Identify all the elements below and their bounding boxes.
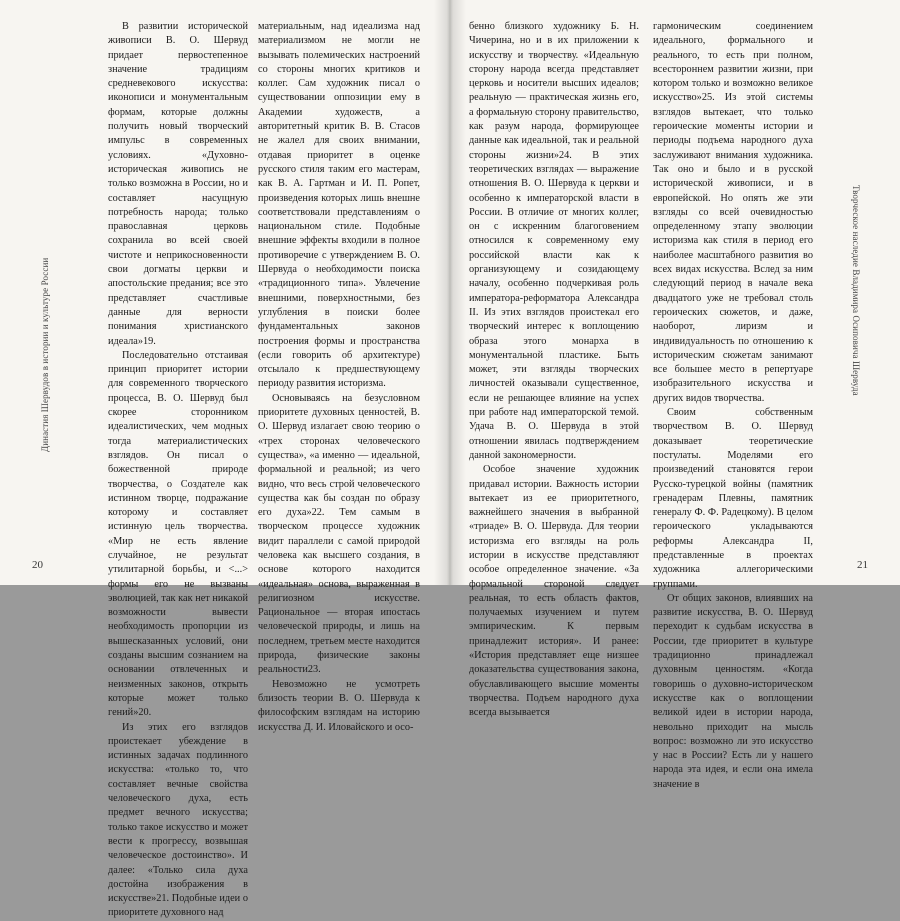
paragraph: Последовательно отстаивая принцип приоритет истории для современного творческого процесса, В. О. Шервуд был скорее сторонником идеалистических, чем модных тогда материалистических взглядов. Он писал о божественной природе творчества, о Создателе как истинном творце, подражание которому и составляет истинную цель творчества. «Мир не есть явление случайное, не результат утилитарной борьбы, и <...> формы его не вызваны эволюцией, так как нет никакой возможности вывести необходимость пропорции из вышесказанных условий, они созданы высшим сознанием на основании отвлеченных и неизменных законов, открыть которые может только гений»20. (108, 349, 248, 719)
right-column-1 (469, 20, 639, 719)
running-head-left: Династия Шервудов в истории и культуре России (40, 257, 50, 452)
page-number-right: 21 (857, 559, 868, 571)
paragraph: Своим собственным творчеством В. О. Шервуд доказывает теоретические постулаты. Моделями его произведений становятся герои Русско-турецкой войны (памятник гренадерам Плевны, памятник генералу Ф. Ф. Радецкому). В целом героического укладываются реформы Александра II, представленные в проектах художника аллегорическими группами. (653, 407, 813, 590)
page-number-left: 20 (32, 559, 43, 571)
paragraph: От общих законов, влиявших на развитие искусства, В. О. Шервуд переходит к судьбам искусства в России, где приоритет в культуре традиционно принадлежал духовным ценностям. «Когда говоришь о духовно-историческом искусстве как о воплощении великой идеи в истории народа, невольно приходит на мысль вопрос: возможно ли это искусство у нас в России? Есть ли у нашего народа эта идея, и если она имела значение в (653, 592, 813, 790)
left-column-2 (258, 20, 420, 733)
paragraph: Невозможно не усмотреть близость теории В. О. Шервуда к философским взглядам на историю искусства Д. И. Иловайского и осо- (258, 678, 420, 733)
paragraph: Особое значение художник придавал истории. Важность истории вытекает из ее приоритетного, важнейшего значения в выбранной «триаде» В. О. Шервуда. Для теории историзма его взгляды на роль истории в искусстве представляют особое определенное значение. «За формальной стороной следует реальная, то есть область фактов, получаемых изучением и путем эмпирическим. К первым принадлежит история». И ранее: «История представляет еще низшее доказательства существования закона, обуславливающего высшие моменты творчества. Подъем народного духа всегда вызывается (469, 464, 639, 719)
paragraph: гармоническим соединением идеального, формального и реального, то есть при полном, всестороннем развитии жизни, при котором только и возможно великое искусство»25. Из этой системы взглядов вытекает, что только героические моменты истории и периоды подъема народного духа заслуживают внимания художника. Так оно и было и в русской исторической живописи, и в европейской. Но опять же эти взгляды со всей очевидностью определенному этапу эволюции историзма как стиля в период его наиболее масштабного развития во всех видах искусства. Вслед за ним следующий период в начале века двадцатого уже не требовал столь героических сюжетов, и даже, наоборот, лиризм и индивидуальность по отношению к историческим сюжетам занимают все большее место в репертуаре изобразительного искусства и других видов творчества. (653, 21, 813, 404)
right-column-2 (653, 20, 813, 790)
paragraph: Из этих его взглядов проистекает убеждение в истинных задачах подлинного искусства: «только то, что составляет вечные свойства человеческого духа, есть предмет вечного искусства; только такое искусство и может вести к прогрессу, возвышая человеческое достоинство». И далее: «Только сила духа достойна изображения в искусстве»21. Подобные идеи о приоритете духовного над (108, 721, 248, 919)
paragraph: материальным, над идеализма над материализмом не могли не вызывать полемических настроений со стороны многих критиков и коллег. Сам художник писал о существовании оппозиции ему в Академии художеств, а авторитетный критик В. В. Стасов не жалел для своих внимании, отдавая приоритет в оценке русского стиля таким его мастерам, как В. А. Гартман и И. П. Ропет, произведения которых лишь внешне соответствовали представлениям о национальном стиле. Подобные внешние эффекты входили в полное противоречие с утверждением В. О. Шервуда о необходимости поиска «традиционного типа». Увлечение внешними, поверхностными, без углубления в поиски более фундаментальных законов построения формы и пространства (если говорить об архитектуре) отсылало к предшествующему периоду развития историзма. (258, 21, 420, 390)
left-page (0, 0, 449, 919)
paragraph: Основываясь на безусловном приоритете духовных ценностей, В. О. Шервуд излагает свою теорию о «трех сторонах человеческого существа», «а именно — идеальной, формальной и реальной; из чего видно, что весь строй человеческого существа как бы создан по образу его духа»22. Тем самым в творческом процессе художник видит параллели с самой природой человека как высшего создания, в основе которого находится «идеальная» основа, выраженная в религиозном искусстве. Рациональное — вторая ипостась человеческой природы, и лишь на последнем, третьем месте находится природа, физические законы реальности23. (258, 392, 420, 676)
paragraph: бенно близкого художнику Б. Н. Чичерина, но и в их приложении к искусству и творчеству. «Идеальную сторону народа всегда представляет церковь и носители высших идеалов; реальную — практическая жизнь его, а формальную сторону правительство, как разум народа, формирующее данные как идеальной, так и реальной стороны жизни»24. В этих теоретических взглядах — выражение отношения В. О. Шервуда к церкви и особенно к императорской власти в России. В отличие от многих коллег, он с искренним благоговением относился к современному ему российской власти как к организующему и созидающему началу, особенно подчеркивая роль императора-реформатора Александра II. Из этих взглядов проистекал его творческий интерес к воплощению образа этого монарха в монументальной пластике. Быть может, эти взгляды творческих личностей оказывали существенное, если не решающее влияние на успех при работе над императорской темой. Удача В. О. Шервуда в этой отношении явилась подтверждением данной закономерности. (469, 21, 639, 461)
paragraph: В развитии исторической живописи В. О. Шервуд придает первостепенное значение традициям средневекового искусства: иконописи и монументальным формам, которые должны получить новый творческий импульс в современных условиях. «Духовно-историческая живопись не только возможна в России, но и составляет насущную потребность народа; только православная церковь сохранила во всей своей чистоте и неприкосновенности свои догматы церкви и апостольские предания; все это представляет счастливые данные для верности понимания христианского идеала»19. (108, 21, 248, 347)
running-head-right: Творческое наследие Владимира Осиповича Шервуда (851, 185, 861, 396)
right-page (451, 0, 900, 790)
left-column-1 (108, 20, 248, 919)
